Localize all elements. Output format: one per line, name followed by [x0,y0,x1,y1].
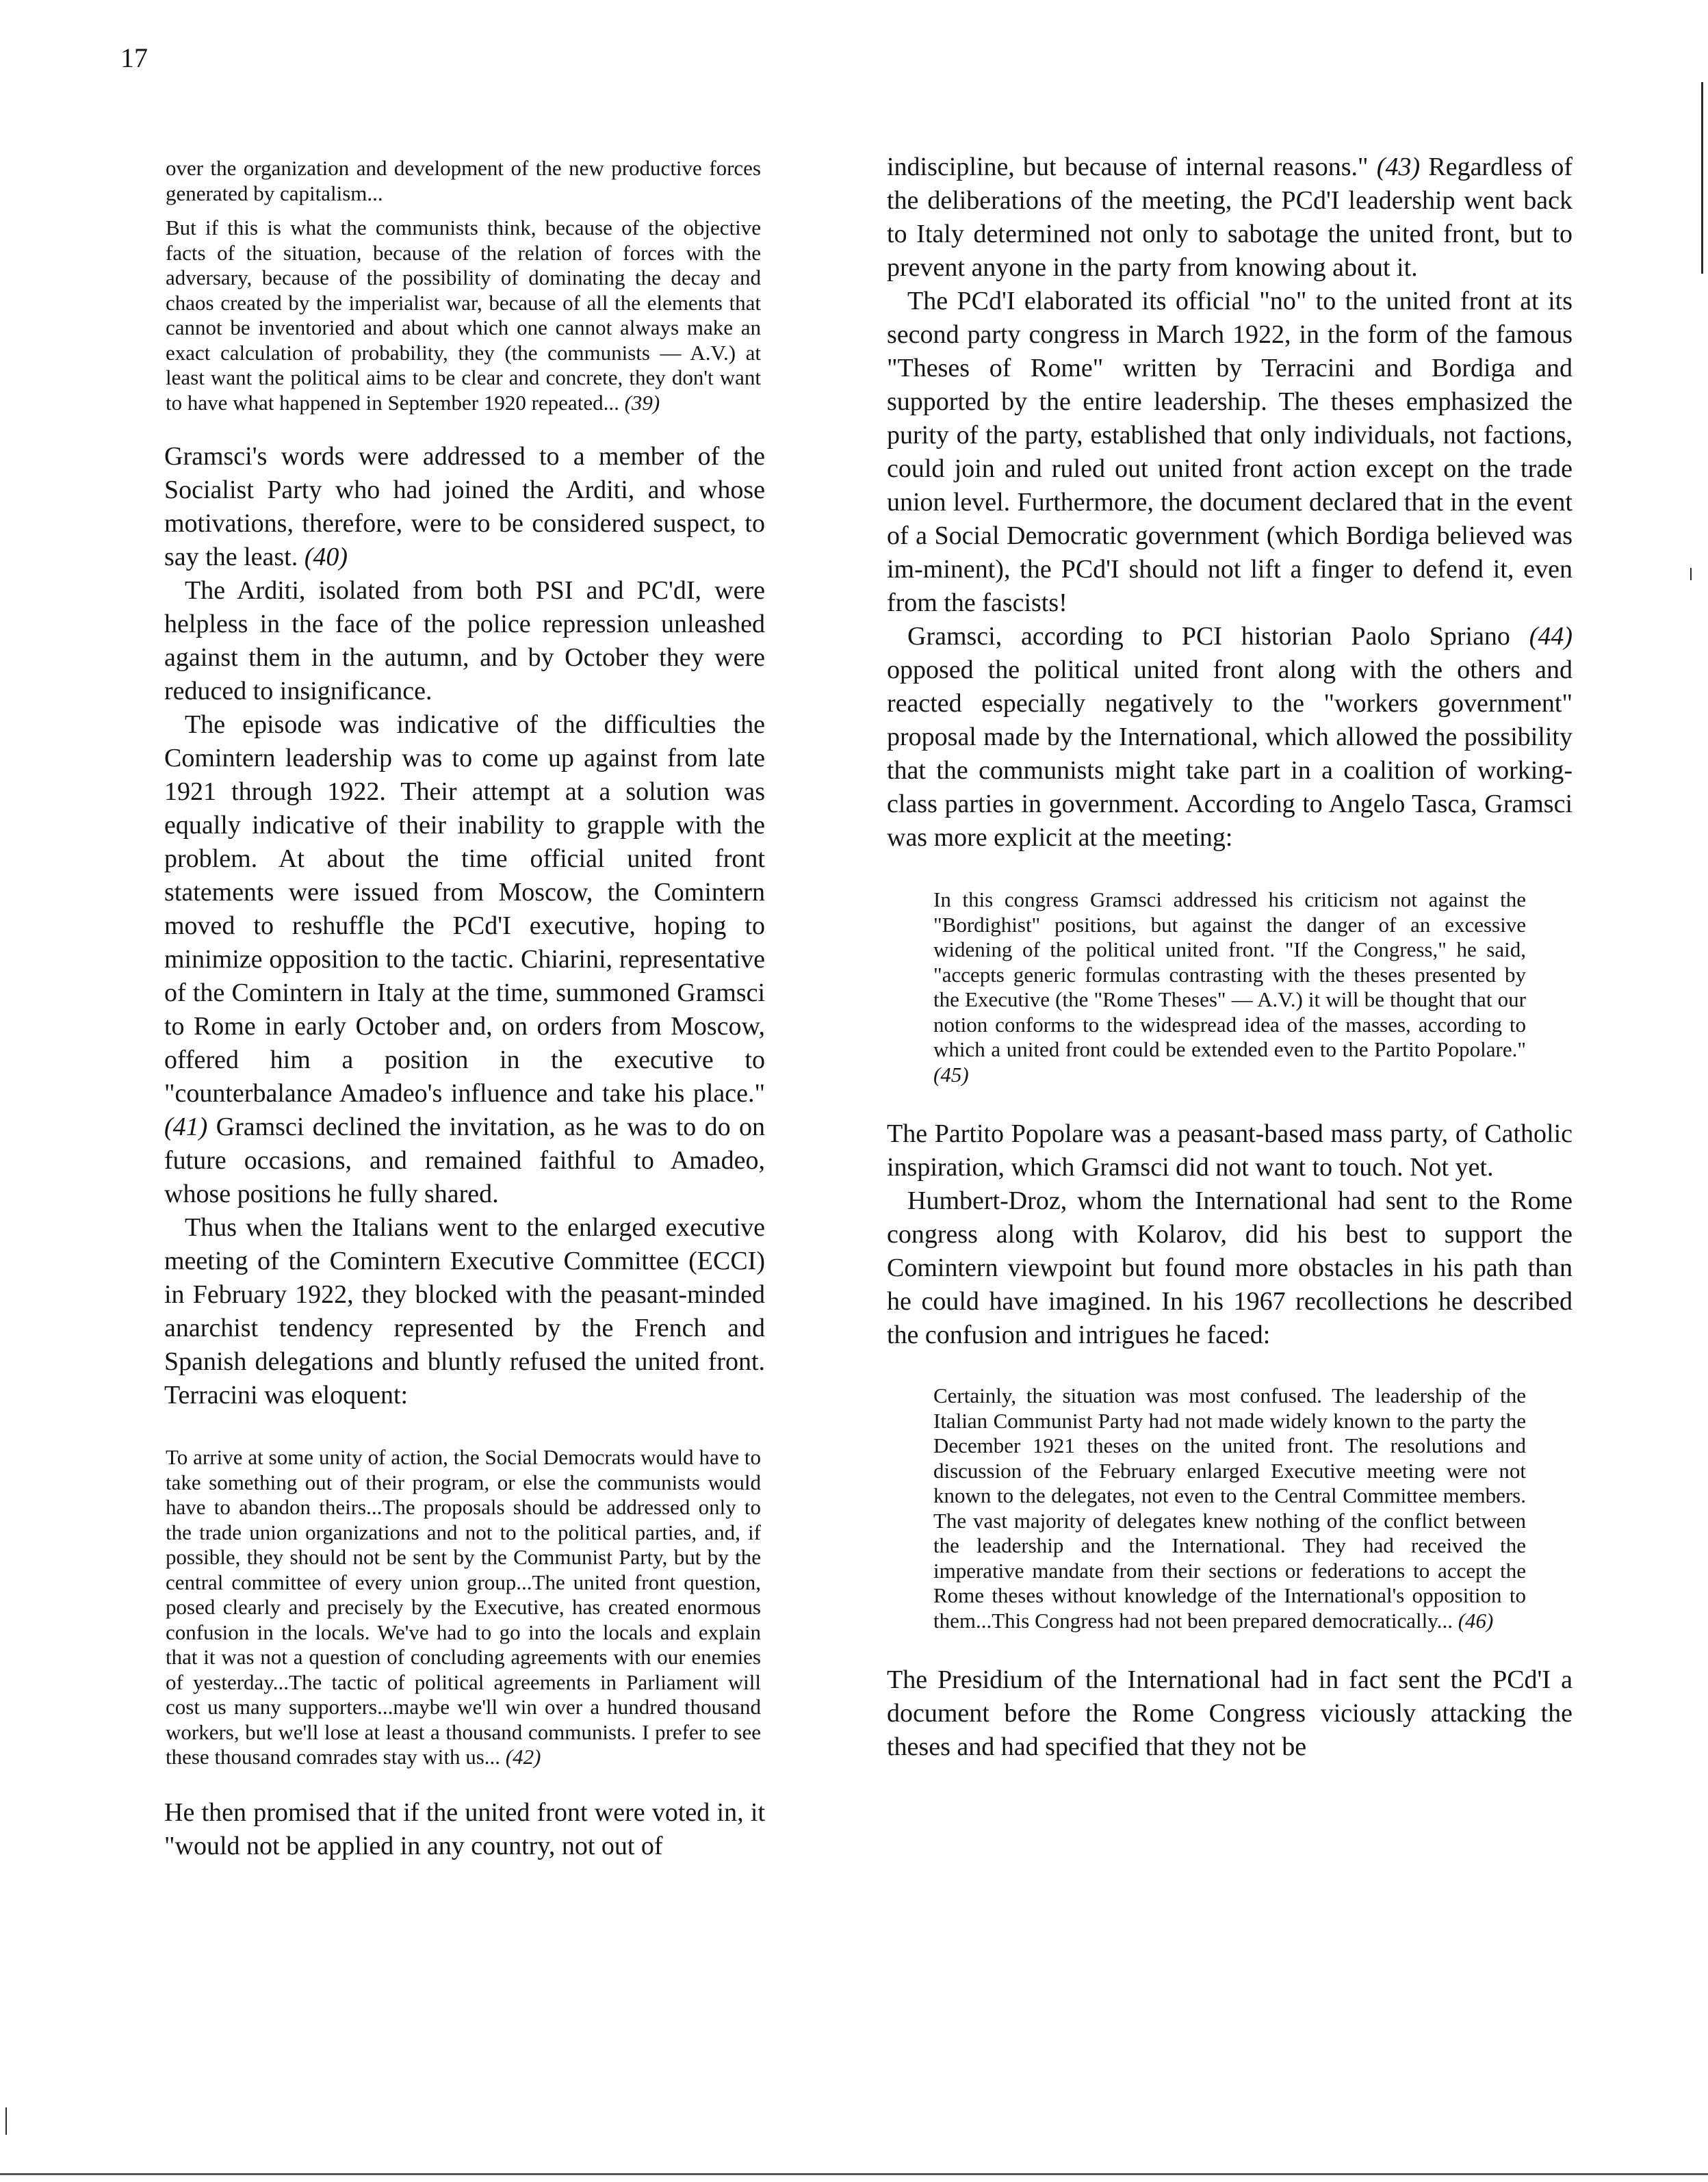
body-paragraph [887,151,1573,285]
scan-edge-mark [1690,568,1692,580]
block-quote [166,156,761,415]
body-paragraph [887,620,1573,855]
quote-paragraph [933,1384,1526,1633]
quote-text: Certainly, the situation was most confused. The leadership of the Italian Communist Party had not made widely known to the party the December 1921 theses on the united front. The resolutions and discussion of the February enlarged Executive meeting were not known to the delegates, not even to the Central Committee members. The vast majority of delegates knew nothing of the conflict between the leadership and the International. They had received the imperative mandate from their sections or federations to accept the Rome theses without knowledge of the International's opposition to them...This Congress had not been prepared democratically... [933,1384,1526,1633]
paragraph-text: Humbert-Droz, whom the International had sent to the Rome congress along with Kolarov, did his best to support the Comintern viewpoint but found more obstacles in his path than he could have imagined. In his 1967 recollections he described the confusion and intrigues he faced: [887,1186,1573,1349]
scan-edge-line [0,2173,1708,2175]
block-quote [933,1384,1526,1633]
citation-ref: (46) [1458,1608,1494,1633]
paragraph-text: The episode was indicative of the difficulties the Comintern leadership was to come up against from late 1921 through 1922. Their attempt at a solution was equally indicative of their inability to grapple with the problem. At about the time official united front statements were issued from Moscow, the Comintern moved to reshuffle the PCd'I executive, hoping to minimize opposition to the tactic. Chiarini, representative of the Comintern in Italy at the time, summoned Gramsci to Rome in early October and, on orders from Moscow, offered him a position in the executive to "counterbalance Amadeo's influence and take his place." [164,710,765,1108]
paragraph-text: The Partito Popolare was a peasant-based mass party, of Catholic inspiration, which Gramsci did not want to touch. Not yet. [887,1119,1573,1182]
body-paragraph [887,1117,1573,1184]
body-paragraph [887,1663,1573,1764]
scan-edge-line [1701,82,1703,274]
body-paragraph [164,1796,765,1863]
citation-ref: (45) [933,1062,969,1087]
body-paragraph [164,1211,765,1412]
quote-text: over the organization and development of the new productive forces generated by capitalism... [166,156,761,205]
quote-paragraph [166,156,761,206]
right-column [887,151,1573,1764]
paragraph-text: Regardless of the deliberations of the meeting, the PCd'I leadership went back to Italy determined not only to sabotage the united front, but to prevent anyone in the party from knowing about it. [887,153,1573,282]
paragraph-text: He then promised that if the united front were voted in, it "would not be applied in any country, not out of [164,1797,765,1860]
body-paragraph [887,1184,1573,1352]
scan-edge-mark [5,2107,7,2135]
body-paragraph [164,574,765,708]
citation-ref: (40) [304,543,348,571]
paragraph-text: Thus when the Italians went to the enlarged executive meeting of the Comintern Executive Committee (ECCI) in February 1922, they blocked with the peasant-minded anarchist tendency represented by the French and Spanish delegations and bluntly refused the united front. Terracini was eloquent: [164,1213,765,1410]
page-number: 17 [120,42,148,73]
citation-ref: (41) [164,1113,208,1141]
body-paragraph [887,285,1573,620]
paragraph-text: Gramsci, according to PCI historian Paolo Spriano [907,622,1529,651]
quote-text: In this congress Gramsci addressed his criticism not against the "Bordighist" positions, but against the danger of an excessive widening of the political united front. "If the Congress," he said, "accepts generic formulas contrasting with the theses presented by the Executive (the "Rome Theses" — A.V.) it will be thought that our notion conforms to the widespread idea of the masses, according to which a united front could be extended even to the Partito Popolare." [933,887,1526,1061]
paragraph-text: The Presidium of the International had in fact sent the PCd'I a document before the Rome Congress viciously attacking the theses and had specified that they not be [887,1665,1573,1761]
citation-ref: (39) [624,390,660,415]
quote-text: To arrive at some unity of action, the Social Democrats would have to take something out of their program, or else the communists would have to abandon theirs...The proposals should be addressed only to the trade union organizations and not to the political parties, and, if possible, they should not be sent by the Communist Party, but by the central committee of every union group...The united front question, posed clearly and precisely by the Executive, has created enormous confusion in the locals. We've had to go into the locals and explain that it was not a question of concluding agreements with our enemies of yesterday...The tactic of political agreements in Parliament will cost us many supporters...maybe we'll win over a hundred thousand workers, but we'll lose at least a thousand communists. I prefer to see these thousand comrades stay with us... [166,1445,761,1769]
quote-paragraph [166,1445,761,1770]
body-paragraph [164,708,765,1211]
paragraph-text: The PCd'I elaborated its official "no" to the united front at its second party congress in March 1922, in the form of the famous "Theses of Rome" written by Terracini and Bordiga and supported by the entire leadership. The theses emphasized the purity of the party, established that only individuals, not factions, could join and ruled out united front action except on the trade union level. Furthermore, the document declared that in the event of a Social Democratic government (which Bordiga believed was im-minent), the PCd'I should not lift a finger to defend it, even from the fascists! [887,287,1573,617]
paragraph-text: opposed the political united front along with the others and reacted especially negatively to the "workers government" proposal made by the International, which allowed the possibility that the communists might take part in a coalition of working-class parties in government. According to Angelo Tasca, Gramsci was more explicit at the meeting: [887,655,1573,852]
paragraph-text: Gramsci declined the invitation, as he was to do on future occasions, and remained faithful to Amadeo, whose positions he fully shared. [164,1113,765,1208]
paragraph-text: Gramsci's words were addressed to a member of the Socialist Party who had joined the Arditi, and whose motivations, therefore, were to be considered suspect, to say the least. [164,442,765,571]
block-quote [166,1445,761,1770]
left-column [164,151,765,1863]
paragraph-text: indiscipline, but because of internal reasons." [887,153,1377,181]
paragraph-text: The Arditi, isolated from both PSI and PC'dI, were helpless in the face of the police repression unleashed against them in the autumn, and by October they were reduced to insignificance. [164,576,765,705]
citation-ref: (42) [505,1745,541,1769]
citation-ref: (44) [1529,622,1573,651]
body-paragraph [164,440,765,574]
citation-ref: (43) [1376,153,1421,181]
block-quote [933,887,1526,1087]
quote-text: But if this is what the communists think, because of the objective facts of the situation, because of the relation of forces with the adversary, because of the possibility of dominating the decay and chaos created by the imperialist war, because of all the elements that cannot be inventoried and about which one cannot always make an exact calculation of probability, they (the communists — A.V.) at least want the political aims to be clear and concrete, they don't want to have what happened in September 1920 repeated... [166,216,761,415]
quote-paragraph [933,887,1526,1087]
quote-paragraph [166,216,761,415]
